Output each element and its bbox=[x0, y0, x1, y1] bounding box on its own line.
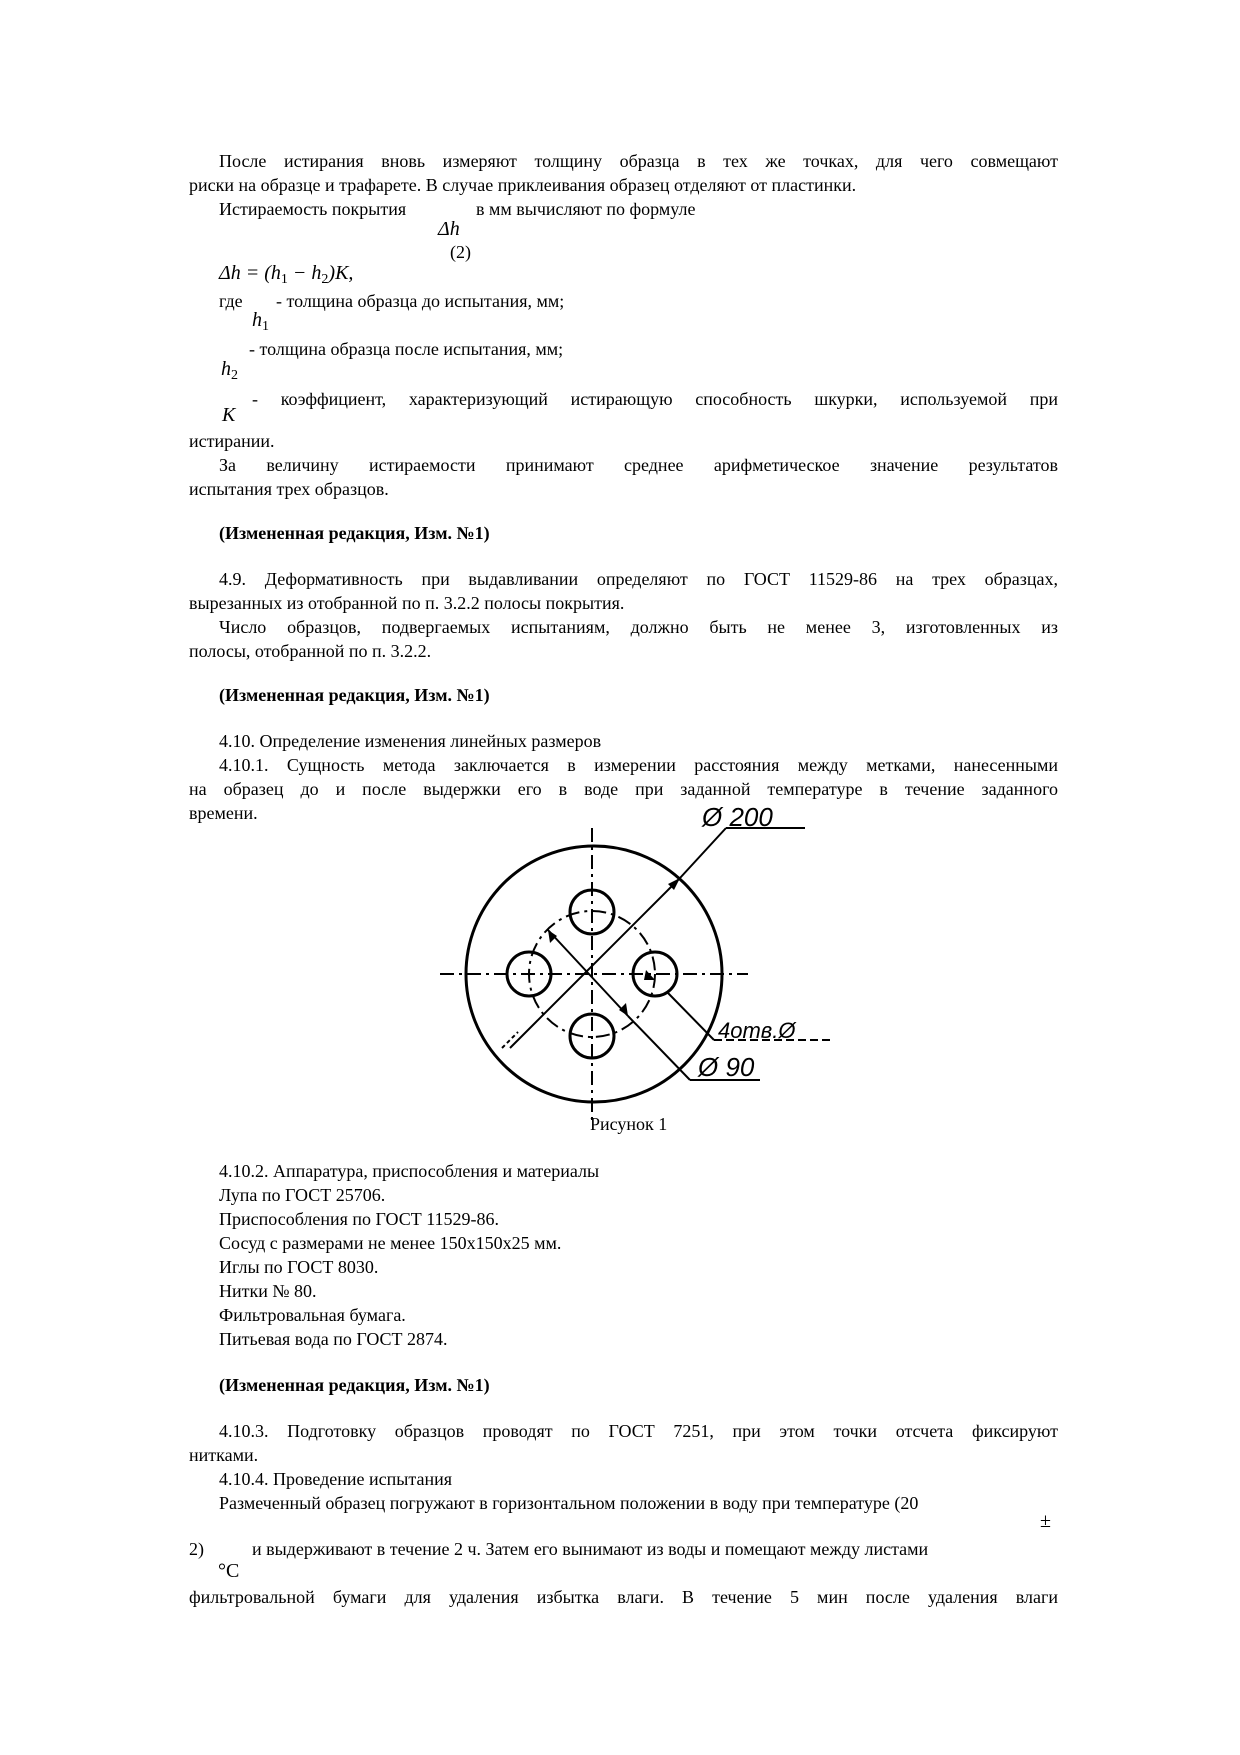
para1-line1: После истирания вновь измеряют толщину образца в тех же точках, для чего совмещают bbox=[219, 151, 1058, 171]
s4103-line2: нитками. bbox=[189, 1445, 259, 1465]
plus-minus-sign: ± bbox=[1040, 1510, 1051, 1532]
k-definition-cont: истирании. bbox=[189, 431, 275, 451]
delta-h-symbol: Δh bbox=[438, 218, 460, 240]
list-item: Иглы по ГОСТ 8030. bbox=[219, 1257, 379, 1277]
para3-line2: испытания трех образцов. bbox=[189, 479, 389, 499]
arrow-90-a bbox=[548, 930, 557, 943]
s4103-line1: 4.10.3. Подготовку образцов проводят по ГОСТ 7251, при этом точки отсчета фиксируют bbox=[219, 1421, 1058, 1441]
s410-line1: 4.10.1. Сущность метода заключается в измерении расстояния между метками, нанесенными bbox=[219, 755, 1058, 775]
s49-line2: вырезанных из отобранной по п. 3.2.2 полосы покрытия. bbox=[189, 593, 625, 613]
arrow-90-b bbox=[619, 1003, 628, 1016]
s49-line1: 4.9. Деформативность при выдавливании определяют по ГОСТ 11529-86 на трех образцах, bbox=[219, 569, 1058, 589]
h1-symbol: $h_1$ bbox=[252, 309, 269, 334]
h2-symbol: $h_2$ bbox=[221, 358, 238, 383]
list-item: Питьевая вода по ГОСТ 2874. bbox=[219, 1329, 448, 1349]
s4104-title: 4.10.4. Проведение испытания bbox=[219, 1469, 453, 1489]
diameter-90-leader bbox=[628, 1016, 690, 1080]
list-item: Лупа по ГОСТ 25706. bbox=[219, 1185, 386, 1205]
para2-tail: в мм вычисляют по формуле bbox=[476, 199, 696, 219]
amendment-note-1: (Измененная редакция, Изм. №1) bbox=[219, 523, 490, 543]
s49-line3: Число образцов, подвергаемых испытаниям, должно быть не менее 3, изготовленных из bbox=[219, 617, 1058, 637]
list-item: Нитки № 80. bbox=[219, 1281, 317, 1301]
s4104-line2-start: 2) bbox=[189, 1539, 204, 1559]
s49-line4: полосы, отобранной по п. 3.2.2. bbox=[189, 641, 432, 661]
para1-line2: риски на образце и трафарете. В случае приклеивания образец отделяют от пластинки. bbox=[189, 175, 857, 195]
list-item: Сосуд с размерами не менее 150х150х25 мм. bbox=[219, 1233, 562, 1253]
formula: $\Delta h = (h_1 - h_2)K$, bbox=[219, 262, 354, 287]
figure-1-drawing bbox=[430, 802, 850, 1118]
figure-caption: Рисунок 1 bbox=[590, 1114, 668, 1134]
holes-leader bbox=[668, 993, 714, 1040]
amendment-note-2: (Измененная редакция, Изм. №1) bbox=[219, 685, 490, 705]
s410-line3: времени. bbox=[189, 803, 258, 823]
h1-definition: - толщина образца до испытания, мм; bbox=[276, 291, 565, 311]
s4104-line3: фильтровальной бумаги для удаления избытка влаги. В течение 5 мин после удаления влаги bbox=[189, 1587, 1058, 1607]
amendment-note-3: (Измененная редакция, Изм. №1) bbox=[219, 1375, 490, 1395]
leader-200-slant bbox=[680, 828, 726, 878]
where-label: где bbox=[219, 291, 243, 311]
s4102-title: 4.10.2. Аппаратура, приспособления и материалы bbox=[219, 1161, 600, 1181]
s4104-line2-rest: и выдерживают в течение 2 ч. Затем его вынимают из воды и помещают между листами bbox=[252, 1539, 929, 1559]
para3-line1: За величину истираемости принимают среднее арифметическое значение результатов bbox=[219, 455, 1058, 475]
k-symbol: K bbox=[222, 404, 236, 426]
list-item: Фильтровальная бумага. bbox=[219, 1305, 406, 1325]
dim-holes-label: 4отв.Ø bbox=[718, 1018, 796, 1043]
s410-line2: на образец до и после выдержки его в воде при заданной температуре в течение заданного bbox=[189, 779, 1058, 799]
dim-outer-label: Ø 200 bbox=[702, 802, 773, 832]
s410-title: 4.10. Определение изменения линейных размеров bbox=[219, 731, 602, 751]
dim-inner-label: Ø 90 bbox=[698, 1052, 755, 1082]
degree-celsius: °C bbox=[218, 1560, 240, 1582]
equation-number: (2) bbox=[450, 242, 471, 262]
s4104-line1: Размеченный образец погружают в горизонтальном положении в воду при температуре (20 bbox=[219, 1493, 919, 1513]
arrow-hole bbox=[644, 970, 655, 980]
dashed-extension bbox=[502, 1032, 518, 1048]
list-item: Приспособления по ГОСТ 11529-86. bbox=[219, 1209, 500, 1229]
para2-lead: Истираемость покрытия bbox=[219, 199, 407, 219]
h2-definition: - толщина образца после испытания, мм; bbox=[249, 339, 564, 359]
k-definition: - коэффициент, характеризующий истирающую способность шкурки, используемой при bbox=[252, 389, 1058, 409]
